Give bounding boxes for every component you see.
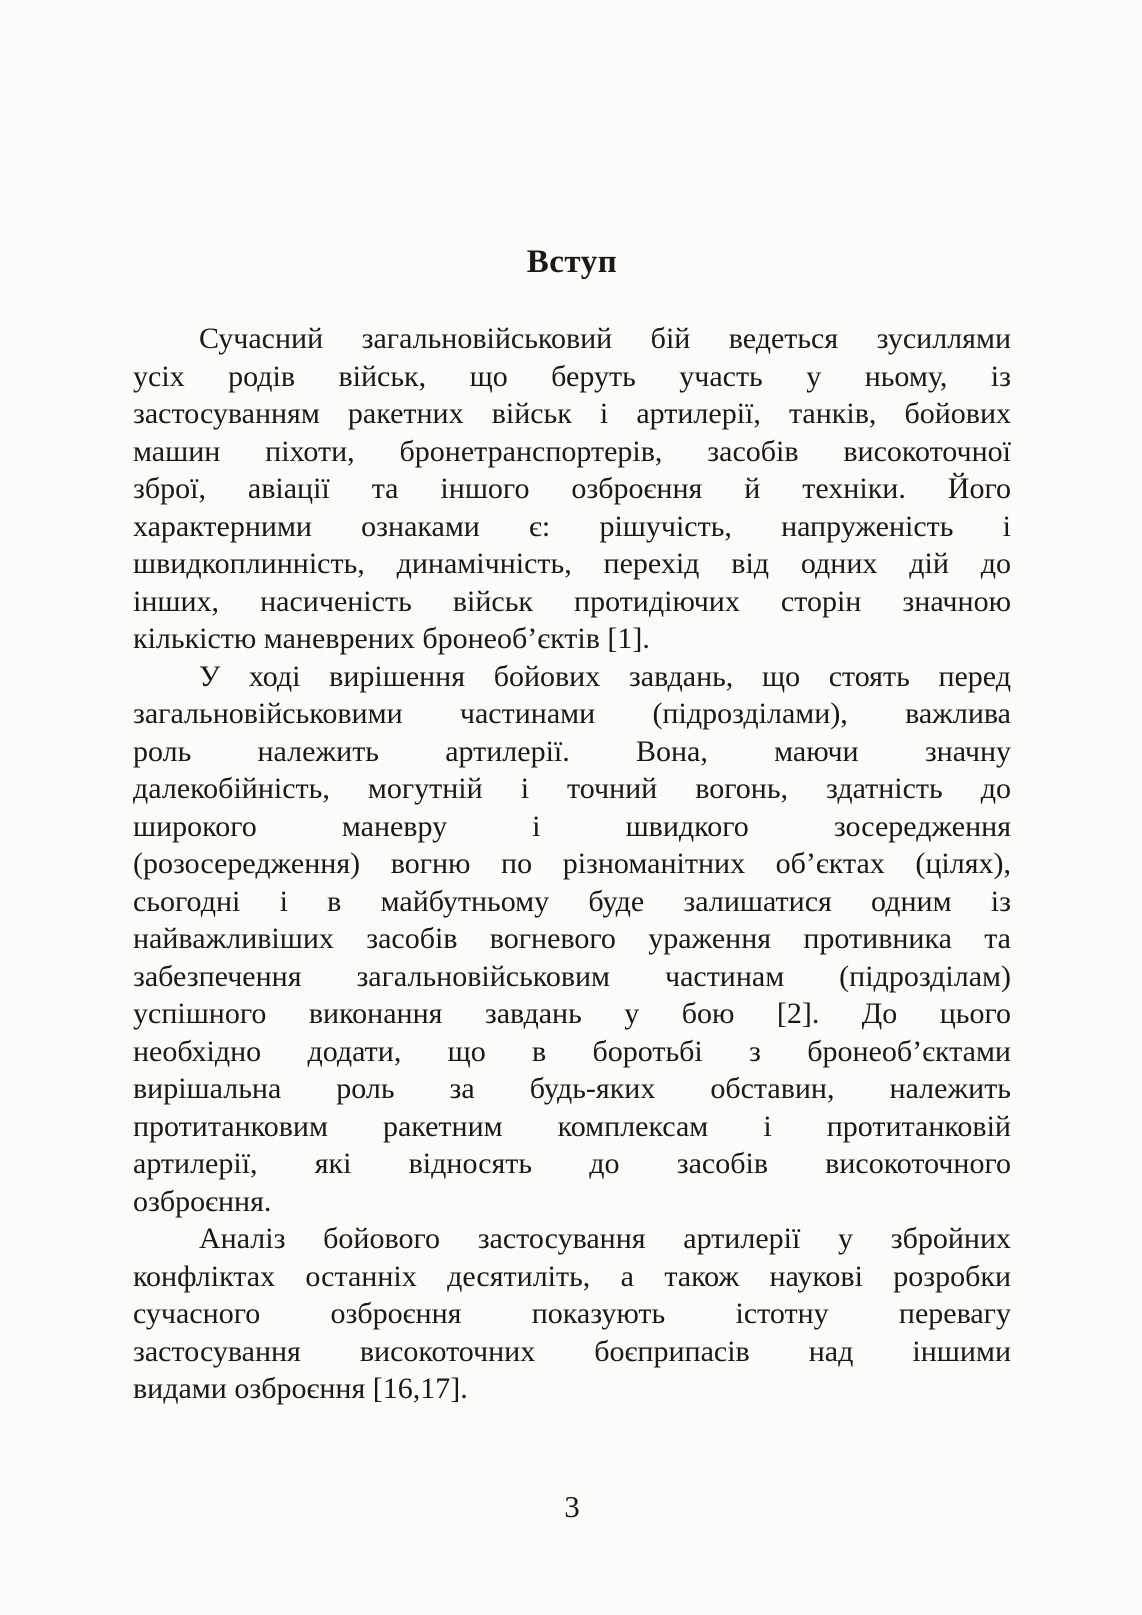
text-line: далекобійність, могутній і точний вогонь, здатність до bbox=[133, 772, 1011, 805]
text-line: сучасного озброєння показують істотну перевагу bbox=[133, 1297, 1011, 1330]
text-line: (розосередження) вогню по різноманітних об’єктах (цілях), bbox=[133, 847, 1011, 880]
text-line: інших, насиченість військ протидіючих сторін значною bbox=[133, 584, 1011, 618]
text-line: Аналіз бойового застосування артилерії у збройних bbox=[199, 1222, 1011, 1255]
text-line: вирішальна роль за будь-яких обставин, належить bbox=[133, 1072, 1011, 1105]
text-line: швидкоплинність, динамічність, перехід від одних дій до bbox=[133, 547, 1011, 580]
text-line: зброї, авіації та іншого озброєння й техніки. Його bbox=[133, 472, 1011, 505]
page-title: Вступ bbox=[526, 244, 618, 280]
paragraph-1 bbox=[133, 320, 1011, 658]
text-line: кількістю маневрених бронеоб’єктів [1]. bbox=[133, 622, 650, 655]
text-line: застосуванням ракетних військ і артилерії, танків, бойових bbox=[133, 397, 1011, 430]
text-line: необхідно додати, що в боротьбі з бронеоб’єктами bbox=[133, 1034, 1011, 1068]
text-line: усіх родів військ, що беруть участь у ньому, із bbox=[133, 359, 1011, 393]
text-line: характерними ознаками є: рішучість, напруженість і bbox=[133, 509, 1011, 543]
text-line: артилерії, які відносять до засобів високоточного bbox=[133, 1147, 1011, 1180]
text-line: Сучасний загальновійськовий бій ведеться зусиллями bbox=[199, 322, 1011, 355]
text-line: забезпечення загальновійськовим частинам (підрозділам) bbox=[133, 959, 1011, 993]
text-line: загальновійськовими частинами (підрозділами), важлива bbox=[133, 697, 1011, 730]
paragraph-2 bbox=[133, 658, 1011, 1221]
text-column bbox=[133, 243, 1011, 1408]
text-line: найважливіших засобів вогневого ураження противника та bbox=[133, 922, 1011, 955]
text-line: застосування високоточних боєприпасів над іншими bbox=[133, 1334, 1011, 1368]
text-line: сьогодні і в майбутньому буде залишатися одним із bbox=[133, 884, 1011, 918]
text-line: машин піхоти, бронетранспортерів, засобів високоточної bbox=[133, 434, 1011, 468]
paragraph-3 bbox=[133, 1220, 1011, 1408]
text-line: видами озброєння [16,17]. bbox=[133, 1372, 468, 1405]
text-line: озброєння. bbox=[133, 1184, 272, 1218]
text-line: протитанковим ракетним комплексам і протитанковій bbox=[133, 1109, 1011, 1143]
text-line: роль належить артилерії. Вона, маючи значну bbox=[133, 734, 1011, 768]
page-number: 3 bbox=[564, 1489, 580, 1524]
text-line: У ході вирішення бойових завдань, що стоять перед bbox=[199, 659, 1011, 693]
text-line: конфліктах останніх десятиліть, а також наукові розробки bbox=[133, 1259, 1011, 1293]
text-line: широкого маневру і швидкого зосередження bbox=[133, 809, 1011, 843]
text-line: успішного виконання завдань у бою [2]. До цього bbox=[133, 997, 1011, 1030]
